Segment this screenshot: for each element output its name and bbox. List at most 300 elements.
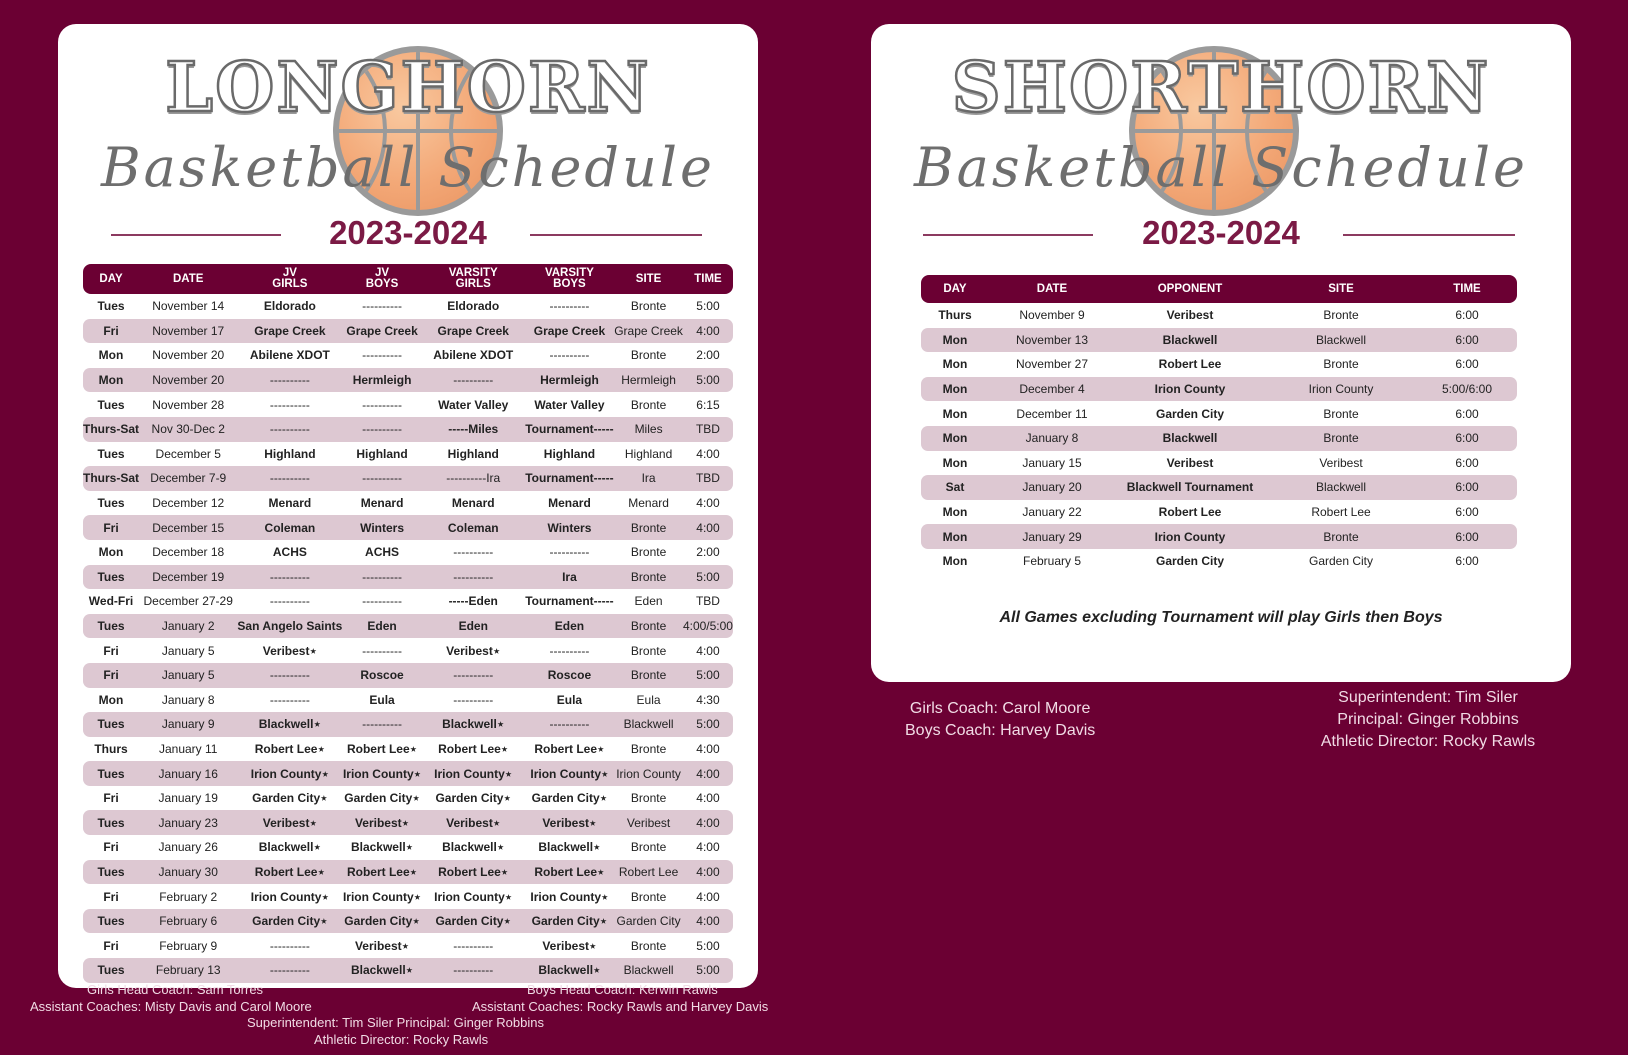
table-row [921,524,1517,549]
table-cell: ---------- [549,299,590,314]
table-cell: ---------- [237,466,342,491]
table-cell: 4:00 [683,761,733,786]
table-cell: Mon [83,368,139,393]
table-cell: Highland [356,446,408,461]
table-cell: Bronte [614,614,683,639]
table-cell: Mon [98,348,124,363]
column-header: OPPONENT [1115,275,1265,303]
table-row [83,466,733,491]
table-cell: ---------- [549,348,590,363]
table-row [83,343,733,368]
table-cell: Robert Lee⋆ [534,741,605,756]
table-row [83,515,733,540]
longhorn-subtitle: Basketball Schedule [101,136,715,199]
table-cell: Tournament----- [525,594,614,609]
table-row [921,500,1517,525]
table-cell: 6:00 [1455,357,1479,372]
table-row [83,491,733,516]
boys-assistant-coaches: Assistant Coaches: Rocky Rawls and Harvey Davis [472,999,769,1014]
table-cell: TBD [695,594,720,609]
table-cell: Grape Creek [342,319,421,344]
table-row [83,761,733,786]
table-cell: Veribest⋆ [354,938,410,953]
shorthorn-coaches [905,698,1095,742]
table-cell: Blackwell [1115,426,1265,451]
table-row [921,377,1517,402]
table-cell: Tues [97,446,125,461]
shorthorn-title: SHORTHORN [951,48,1491,128]
table-cell: November 28 [152,397,225,412]
table-cell: 6:00 [1455,455,1479,470]
table-cell: Fri [103,938,119,953]
table-cell: Tues [83,565,139,590]
table-cell: Blackwell⋆ [237,712,342,737]
table-cell: ---------- [422,565,525,590]
table-cell: Roscoe [342,663,421,688]
table-cell: ACHS [365,545,400,560]
table-cell: January 19 [158,791,218,806]
table-cell: December 4 [989,377,1115,402]
table-cell: Abilene XDOT [249,348,330,363]
table-cell: Tournament----- [525,417,615,442]
table-cell: November 20 [139,368,237,393]
table-cell: Tues [83,712,139,737]
table-cell: Eldorado [447,299,500,314]
table-cell: Tues [83,810,139,835]
table-cell: Hermleigh [342,368,421,393]
superintendent: Superintendent: Tim Siler [1338,689,1518,706]
table-cell: 4:00 [683,515,733,540]
table-cell: Roscoe [525,663,615,688]
table-row [83,737,733,762]
table-cell: Mon [942,505,968,520]
table-cell: 4:00 [683,860,733,885]
table-cell: Bronte [630,791,667,806]
table-cell: 4:00 [683,909,733,934]
table-cell: Bronte [630,397,667,412]
table-cell: 6:00 [1455,554,1479,569]
table-cell: Robert Lee [1158,505,1222,520]
column-header: DAY [83,264,139,294]
table-row [83,663,733,688]
table-row [83,589,733,614]
table-cell: December 5 [155,446,221,461]
table-cell: 5:00 [683,565,733,590]
table-cell: January 5 [161,643,215,658]
table-cell: Blackwell Tournament [1115,475,1265,500]
athletic-director-line: Athletic Director: Rocky Rawls [314,1032,489,1047]
table-cell: Grape Creek [525,319,615,344]
table-cell: Garden City [614,909,683,934]
table-cell: 2:00 [696,348,720,363]
table-row [83,835,733,860]
table-cell: ---------- [237,958,342,983]
table-cell: Veribest⋆ [342,810,421,835]
table-cell: TBD [683,417,733,442]
table-cell: November 9 [1019,308,1085,323]
table-cell: December 19 [139,565,237,590]
table-cell: Bronte [1265,524,1417,549]
table-cell: 6:00 [1455,406,1479,421]
table-cell: Coleman [237,515,342,540]
table-cell: Blackwell⋆ [442,840,505,855]
table-cell: Highland [624,446,673,461]
table-cell: Coleman [422,515,525,540]
table-cell: Eldorado [263,299,316,314]
table-row [83,392,733,417]
table-cell: Bronte [614,565,683,590]
table-cell: Garden City [1155,406,1224,421]
table-cell: 6:00 [1455,308,1479,323]
table-cell: ---------- [237,663,342,688]
table-cell: Water Valley [534,397,605,412]
shorthorn-admin [1318,687,1538,753]
table-cell: Blackwell⋆ [350,840,414,855]
girls-head-coach: Girls Head Coach: Sam Torres [87,982,264,997]
table-cell: Thurs-Sat [83,466,139,491]
table-cell: Tues [97,496,125,511]
table-cell: Mon [942,455,968,470]
table-cell: Grape Creek [614,319,683,344]
table-cell: Bronte [630,545,667,560]
longhorn-schedule-card [58,24,758,988]
table-cell: 2:00 [696,545,720,560]
table-cell: Veribest [1166,455,1214,470]
table-cell: Fri [83,319,139,344]
table-cell: November 27 [1015,357,1089,372]
table-cell: February 5 [1022,554,1082,569]
table-cell: -----Miles [422,417,525,442]
table-cell: 6:00 [1417,426,1517,451]
table-cell: December 15 [139,515,237,540]
table-row [83,884,733,909]
table-cell: Tues [97,299,125,314]
boys-head-coach: Boys Head Coach: Kerwin Rawls [527,982,718,997]
table-cell: Winters [342,515,421,540]
table-cell: 4:00 [696,446,720,461]
table-cell: Tues [83,958,139,983]
admin-line: Superintendent: Tim Siler Principal: Ginger Robbins [247,1015,544,1030]
games-note: All Games excluding Tournament will play Girls then Boys [999,609,1443,626]
table-cell: ---------- [342,712,421,737]
table-cell: Irion County [614,761,683,786]
table-cell: ---------- [269,594,310,609]
table-cell: Mon [921,426,989,451]
table-cell: Veribest⋆ [525,810,615,835]
table-cell: Menard [628,496,669,511]
table-cell: ---------- [269,692,310,707]
column-header: JV GIRLS [237,264,342,294]
table-cell: Irion County⋆ [342,889,422,904]
table-cell: Abilene XDOT [433,348,514,363]
table-cell: Tues [83,860,139,885]
table-cell: Garden City⋆ [435,791,511,806]
table-row [83,417,733,442]
table-cell: ---------- [269,397,310,412]
table-cell: ---------- [342,565,421,590]
table-cell: Irion County⋆ [342,761,421,786]
table-cell: Fri [83,515,139,540]
table-cell: Bronte [630,741,667,756]
table-cell: Hermleigh [525,368,615,393]
table-cell: Mon [921,524,989,549]
table-cell: Menard [268,496,312,511]
table-cell: December 11 [1016,406,1088,421]
column-header: SITE [1265,275,1417,303]
table-cell: Ira [525,565,615,590]
table-cell: Bronte [630,299,667,314]
table-cell: Bronte [630,840,667,855]
table-cell: Bronte [614,515,683,540]
shorthorn-schedule-card [871,24,1571,682]
table-cell: TBD [683,466,733,491]
column-header: VARSITY GIRLS [422,264,525,294]
table-row [921,549,1517,574]
table-cell: Tues [97,397,125,412]
table-cell: Thurs [94,741,128,756]
column-header: JV BOYS [342,264,421,294]
table-cell: Garden City [1155,554,1224,569]
table-cell: Irion County [1115,524,1265,549]
table-cell: Irion County⋆ [525,761,615,786]
table-cell: Bronte [614,663,683,688]
table-cell: Fri [103,889,119,904]
table-cell: 5:00 [683,958,733,983]
shorthorn-subtitle: Basketball Schedule [914,136,1528,199]
table-cell: Garden City⋆ [525,909,615,934]
table-cell: November 17 [139,319,237,344]
longhorn-schedule-table [83,264,733,983]
table-cell: 4:00 [696,791,720,806]
table-cell: ---------- [269,938,310,953]
table-cell: Miles [614,417,683,442]
table-cell: Blackwell [614,958,683,983]
table-cell: Garden City⋆ [252,791,328,806]
table-cell: January 9 [139,712,237,737]
table-cell: ---------- [549,643,590,658]
principal: Principal: Ginger Robbins [1337,711,1519,728]
table-cell: Mon [98,692,124,707]
table-cell: 4:00 [683,810,733,835]
table-row [83,614,733,639]
table-cell: Bronte [630,938,667,953]
table-row [921,426,1517,451]
table-cell: Highland [543,446,596,461]
boys-coach: Boys Coach: Harvey Davis [905,722,1096,739]
table-cell: November 14 [152,299,225,314]
table-cell: Wed-Fri [88,594,134,609]
table-cell: January 2 [139,614,237,639]
table-cell: Veribest⋆ [446,643,501,658]
table-cell: Irion County⋆ [250,889,329,904]
table-cell: Irion County [1115,377,1265,402]
longhorn-season: 2023-2024 [329,214,487,251]
table-cell: Robert Lee⋆ [438,741,509,756]
table-cell: December 7-9 [139,466,237,491]
table-cell: Grape Creek [422,319,525,344]
table-cell: ---------- [237,417,342,442]
table-cell: Robert Lee [614,860,683,885]
table-cell: Water Valley [438,397,509,412]
table-cell: Veribest [614,810,683,835]
table-cell: Robert Lee⋆ [422,860,525,885]
table-cell: Eula [556,692,583,707]
table-cell: Highland [264,446,316,461]
table-cell: Hermleigh [614,368,683,393]
table-cell: ---------- [422,958,525,983]
table-cell: 5:00/6:00 [1417,377,1517,402]
table-row [83,368,733,393]
table-cell: January 15 [1022,455,1082,470]
table-cell: January 16 [139,761,237,786]
table-cell: Fri [83,663,139,688]
table-cell: Mon [942,406,968,421]
table-cell: ---------- [453,545,494,560]
table-cell: Garden City⋆ [344,791,420,806]
table-cell: ---------- [362,299,403,314]
table-cell: 6:00 [1417,524,1517,549]
table-cell: Blackwell⋆ [422,712,525,737]
table-cell: February 9 [159,938,218,953]
table-cell: Bronte [1323,406,1359,421]
table-cell: Bronte [1323,308,1359,323]
table-cell: Blackwell⋆ [525,958,615,983]
table-cell: Eden [422,614,525,639]
table-cell: 4:00 [696,889,720,904]
table-cell: 4:00 [696,643,720,658]
table-row [83,540,733,565]
table-cell: Robert Lee⋆ [342,860,421,885]
table-cell: Mon [98,545,124,560]
table-cell: San Angelo Saints [237,614,342,639]
table-cell: ---------- [362,397,403,412]
column-header: TIME [1417,275,1517,303]
table-cell: Blackwell⋆ [258,840,321,855]
table-row [83,860,733,885]
table-cell: Garden City⋆ [422,909,525,934]
table-cell: Fri [103,643,119,658]
table-cell: Robert Lee⋆ [254,741,325,756]
table-cell: -----Eden [448,594,498,609]
table-cell: Irion County [1265,377,1417,402]
table-cell: Blackwell [1265,475,1417,500]
table-row [921,475,1517,500]
girls-assistant-coaches: Assistant Coaches: Misty Davis and Carol Moore [30,999,312,1014]
table-cell: Mon [921,328,989,353]
table-cell: Irion County⋆ [530,889,609,904]
table-cell: Bronte [1265,426,1417,451]
table-row [83,810,733,835]
table-cell: 5:00 [683,368,733,393]
table-cell: Menard [360,496,404,511]
table-row [83,712,733,737]
table-cell: ---------- [525,712,615,737]
table-cell: Veribest⋆ [262,643,317,658]
table-cell: ---------- [362,594,403,609]
table-cell: Highland [447,446,499,461]
table-cell: Garden City [1308,554,1374,569]
table-cell: Blackwell [1265,328,1417,353]
table-cell: February 2 [159,889,218,904]
table-cell: Bronte [630,643,667,658]
table-cell: November 13 [989,328,1115,353]
table-cell: Eula [636,692,661,707]
athletic-director: Athletic Director: Rocky Rawls [1320,733,1536,750]
table-cell: Bronte [630,348,667,363]
table-cell: Menard [451,496,495,511]
table-cell: Menard [548,496,591,511]
column-header: TIME [683,264,733,294]
shorthorn-schedule-table [921,275,1517,574]
table-cell: December 12 [152,496,225,511]
longhorn-title: LONGHORN [165,48,651,128]
table-cell: February 6 [139,909,237,934]
table-cell: January 29 [989,524,1115,549]
table-cell: 4:00 [683,319,733,344]
table-cell: Mon [942,554,968,569]
table-cell: Bronte [630,889,667,904]
column-header: DAY [921,275,989,303]
table-cell: Blackwell⋆ [538,840,601,855]
table-cell: January 8 [161,692,215,707]
table-cell: Veribest⋆ [542,938,597,953]
table-cell: Garden City⋆ [342,909,421,934]
table-cell: Thurs [938,308,972,323]
shorthorn-season: 2023-2024 [1142,214,1300,251]
table-row [83,638,733,663]
table-cell: January 30 [139,860,237,885]
table-row [83,958,733,983]
table-cell: Robert Lee⋆ [525,860,615,885]
table-cell: ---------- [549,545,590,560]
table-cell: Eden [342,614,421,639]
table-row [83,933,733,958]
table-cell: Robert Lee [1158,357,1222,372]
table-cell: ---------- [453,692,494,707]
table-cell: 6:15 [696,397,720,412]
table-row [921,401,1517,426]
table-cell: Blackwell [614,712,683,737]
table-cell: 6:00 [1455,505,1479,520]
table-cell: 5:00 [696,938,720,953]
table-cell: Veribest⋆ [237,810,342,835]
table-cell: 5:00 [696,299,720,314]
table-cell: December 18 [152,545,225,560]
table-cell: Thurs-Sat [83,417,139,442]
table-cell: 5:00 [683,663,733,688]
table-cell: Robert Lee⋆ [237,860,342,885]
column-header: VARSITY BOYS [525,264,615,294]
table-cell: 6:00 [1417,328,1517,353]
column-header: DATE [139,264,237,294]
table-cell: Irion County⋆ [434,889,513,904]
table-row [83,786,733,811]
table-cell: Fri [103,791,119,806]
table-cell: Tournament----- [525,466,615,491]
table-cell: 4:00 [696,840,720,855]
table-row [921,451,1517,476]
table-cell: Eden [525,614,615,639]
table-cell: Irion County⋆ [422,761,525,786]
table-cell: December 27-29 [143,594,233,609]
table-row [83,909,733,934]
table-cell: ---------- [362,643,403,658]
table-cell: November 20 [152,348,225,363]
table-cell: ---------- [453,938,494,953]
table-cell: 6:00 [1417,475,1517,500]
table-cell: ---------- [362,348,403,363]
table-cell: Eden [634,594,663,609]
